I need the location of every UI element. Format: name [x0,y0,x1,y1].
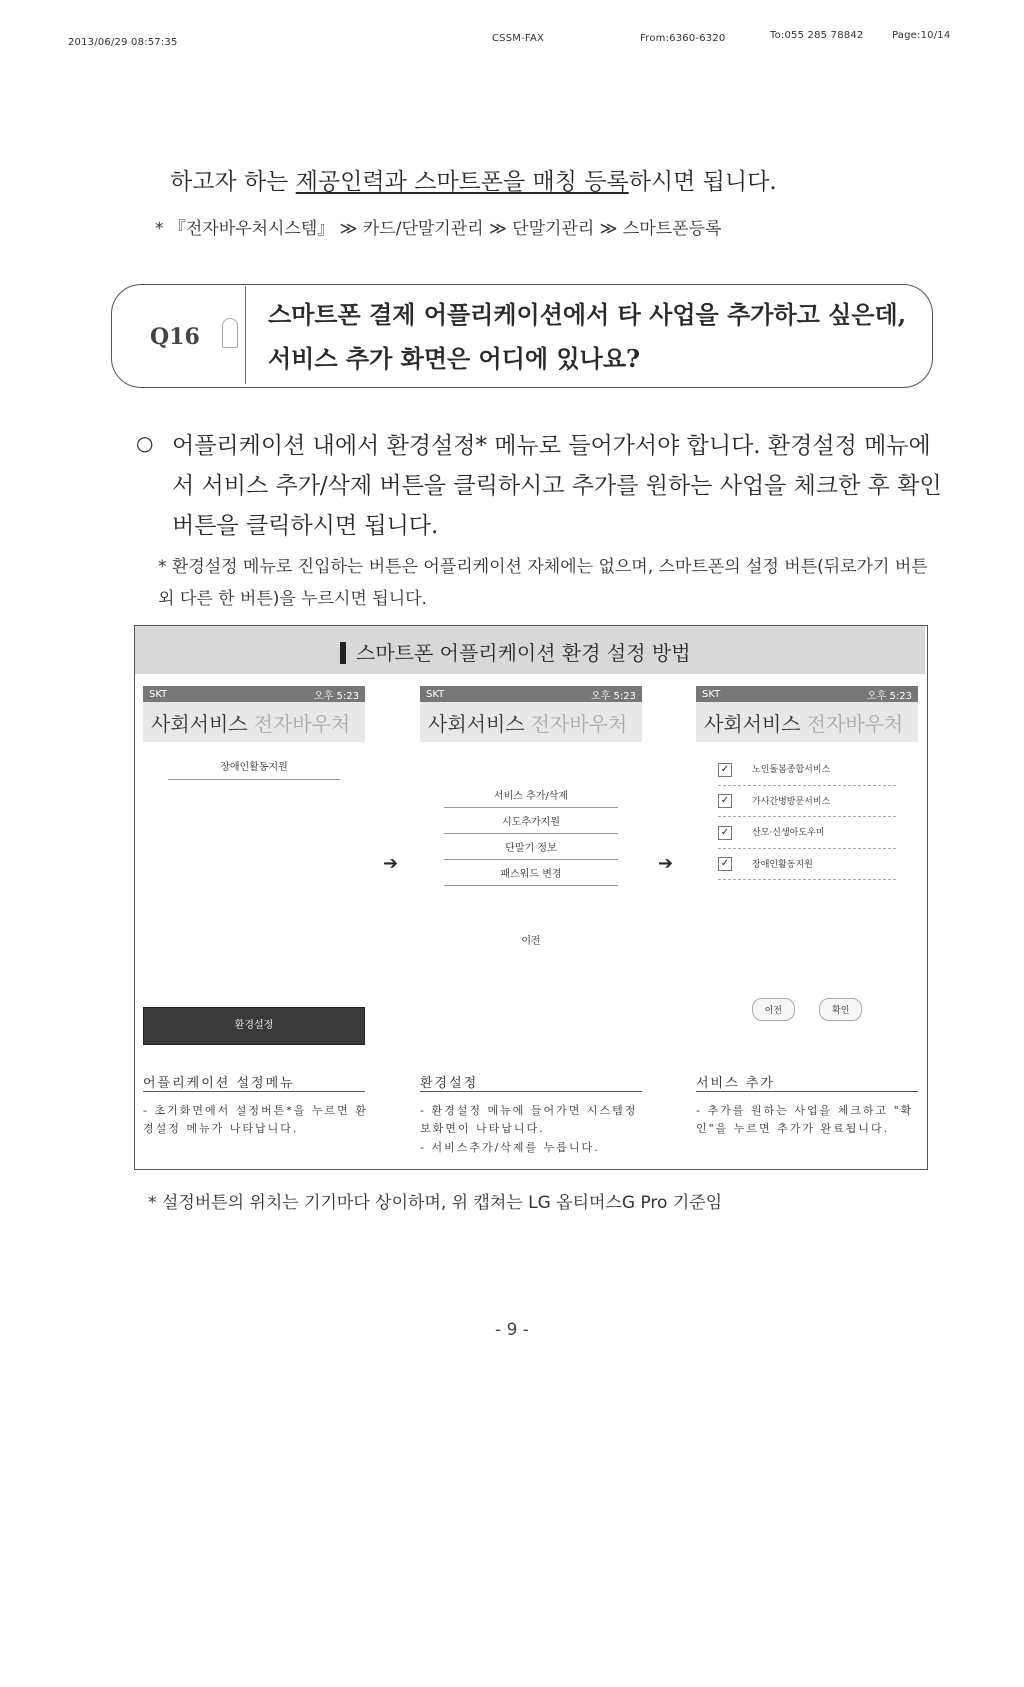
app-title-main: 사회서비스 [428,711,525,736]
caption-divider [696,1091,918,1092]
service-label: 장애인활동지원 [752,859,813,870]
app-title-light: 전자바우처 [806,711,904,736]
fax-datetime: 2013/06/29 08:57:35 [68,37,178,48]
fax-sender: CSSM-FAX [492,33,545,44]
arrow-icon: ➔ [658,853,674,874]
caption-divider [420,1091,642,1092]
phone-screen-2 [420,686,642,947]
app-title [143,702,365,742]
service-label: 노인돌봄종합서비스 [752,765,831,775]
menu-item-service-add[interactable]: 서비스 추가/삭제 [444,782,618,808]
settings-menu-list [444,782,618,886]
fax-from: From:6360-6320 [640,33,726,44]
checkbox-checked-icon[interactable]: ✓ [718,826,732,840]
menu-item-password[interactable]: 패스워드 변경 [444,860,618,886]
phone-screen-1 [143,686,365,1045]
caption-screen-2: 환경설정 [420,1076,479,1091]
checkbox-checked-icon[interactable]: ✓ [718,794,732,808]
settings-menu-button[interactable]: 환경설정 [143,1007,365,1045]
status-time: 오후 5:23 [314,690,359,702]
service-label: 산모·신생아도우미 [752,828,825,838]
back-button[interactable]: 이전 [521,936,541,947]
fax-page: Page:10/14 [892,30,951,41]
service-row[interactable] [718,786,896,818]
arrow-icon: ➔ [383,853,399,874]
caption-desc-3: - 추가를 원하는 사업을 체크하고 "확인"을 누르면 추가가 완료됩니다. [696,1104,914,1135]
panel-title-text: 스마트폰 어플리케이션 환경 설정 방법 [356,641,691,665]
app-title-main: 사회서비스 [704,711,801,736]
app-title-light: 전자바우처 [253,711,351,736]
status-bar [420,686,642,702]
caption-divider [143,1091,365,1092]
caption-desc-2a: - 환경설정 메뉴에 들어가면 시스템정보화면이 나타납니다. [420,1104,638,1135]
carrier-label: SKT [149,688,168,700]
answer-note: * 환경설정 메뉴로 진입하는 버튼은 어플리케이션 자체에는 없으며, 스마트폰의 설정 버튼(뒤로가기 버튼 외 다른 한 버튼)을 누르시면 됩니다. [158,557,928,609]
caption-screen-3: 서비스 추가 [696,1076,775,1091]
answer-text: 어플리케이션 내에서 환경설정* 메뉴로 들어가서야 합니다. 환경설정 메뉴에서 서비스 추가/삭제 버튼을 클릭하시고 추가를 원하는 사업을 체크한 후 확인버튼을 클릭하시면 됩니다. [172,433,942,539]
caption-desc-1: - 초기화면에서 설정버튼*을 누르면 환경설정 메뉴가 나타납니다. [143,1104,368,1135]
intro-paragraph [170,163,777,196]
question-number: Q16 [150,324,200,350]
service-row[interactable] [718,754,896,786]
intro-pre: 하고자 하는 [170,169,296,195]
carrier-label: SKT [426,688,445,700]
app-title [420,702,642,742]
checkbox-checked-icon[interactable]: ✓ [718,857,732,871]
status-time: 오후 5:23 [867,690,912,702]
screen3-buttons [696,998,918,1021]
menu-item-device-info[interactable]: 단말기 정보 [444,834,618,860]
intro-post: 하시면 됩니다. [628,169,777,195]
back-button[interactable]: 이전 [752,998,795,1021]
status-time: 오후 5:23 [591,690,636,702]
question-mark-icon [222,318,238,348]
service-row[interactable] [718,817,896,849]
page-number: - 9 - [495,1320,529,1340]
status-bar [143,686,365,702]
question-text: 스마트폰 결제 어플리케이션에서 타 사업을 추가하고 싶은데, 서비스 추가 화면은 어디에 있나요? [268,300,907,373]
title-bar-marker [340,642,346,664]
app-title-main: 사회서비스 [151,711,248,736]
service-row[interactable] [718,849,896,881]
app-title [696,702,918,742]
app-title-light: 전자바우처 [530,711,628,736]
caption-desc-2b: - 서비스추가/삭제를 누릅니다. [420,1141,600,1154]
service-item[interactable]: 장애인활동지원 [168,758,340,780]
panel-title [340,637,691,666]
checkbox-checked-icon[interactable]: ✓ [718,763,732,777]
fax-to: To:055 285 78842 [770,30,864,41]
device-note: * 설정버튼의 위치는 기기마다 상이하며, 위 캡쳐는 LG 옵티머스G Pro 기준임 [148,1193,723,1213]
menu-item-region[interactable]: 시도추가지원 [444,808,618,834]
carrier-label: SKT [702,688,721,700]
intro-underlined: 제공인력과 스마트폰을 매칭 등록 [295,169,629,195]
menu-path-note: * 『전자바우처시스템』 ≫ 카드/단말기관리 ≫ 단말기관리 ≫ 스마트폰등록 [155,219,722,239]
question-divider [245,286,246,384]
service-checklist [718,754,896,880]
service-label: 가사간병방문서비스 [752,796,831,807]
ok-button[interactable]: 확인 [819,998,862,1021]
caption-screen-1: 어플리케이션 설정메뉴 [143,1076,295,1091]
phone-screen-3 [696,686,918,1021]
answer-bullet: ○ [136,431,154,455]
status-bar [696,686,918,702]
